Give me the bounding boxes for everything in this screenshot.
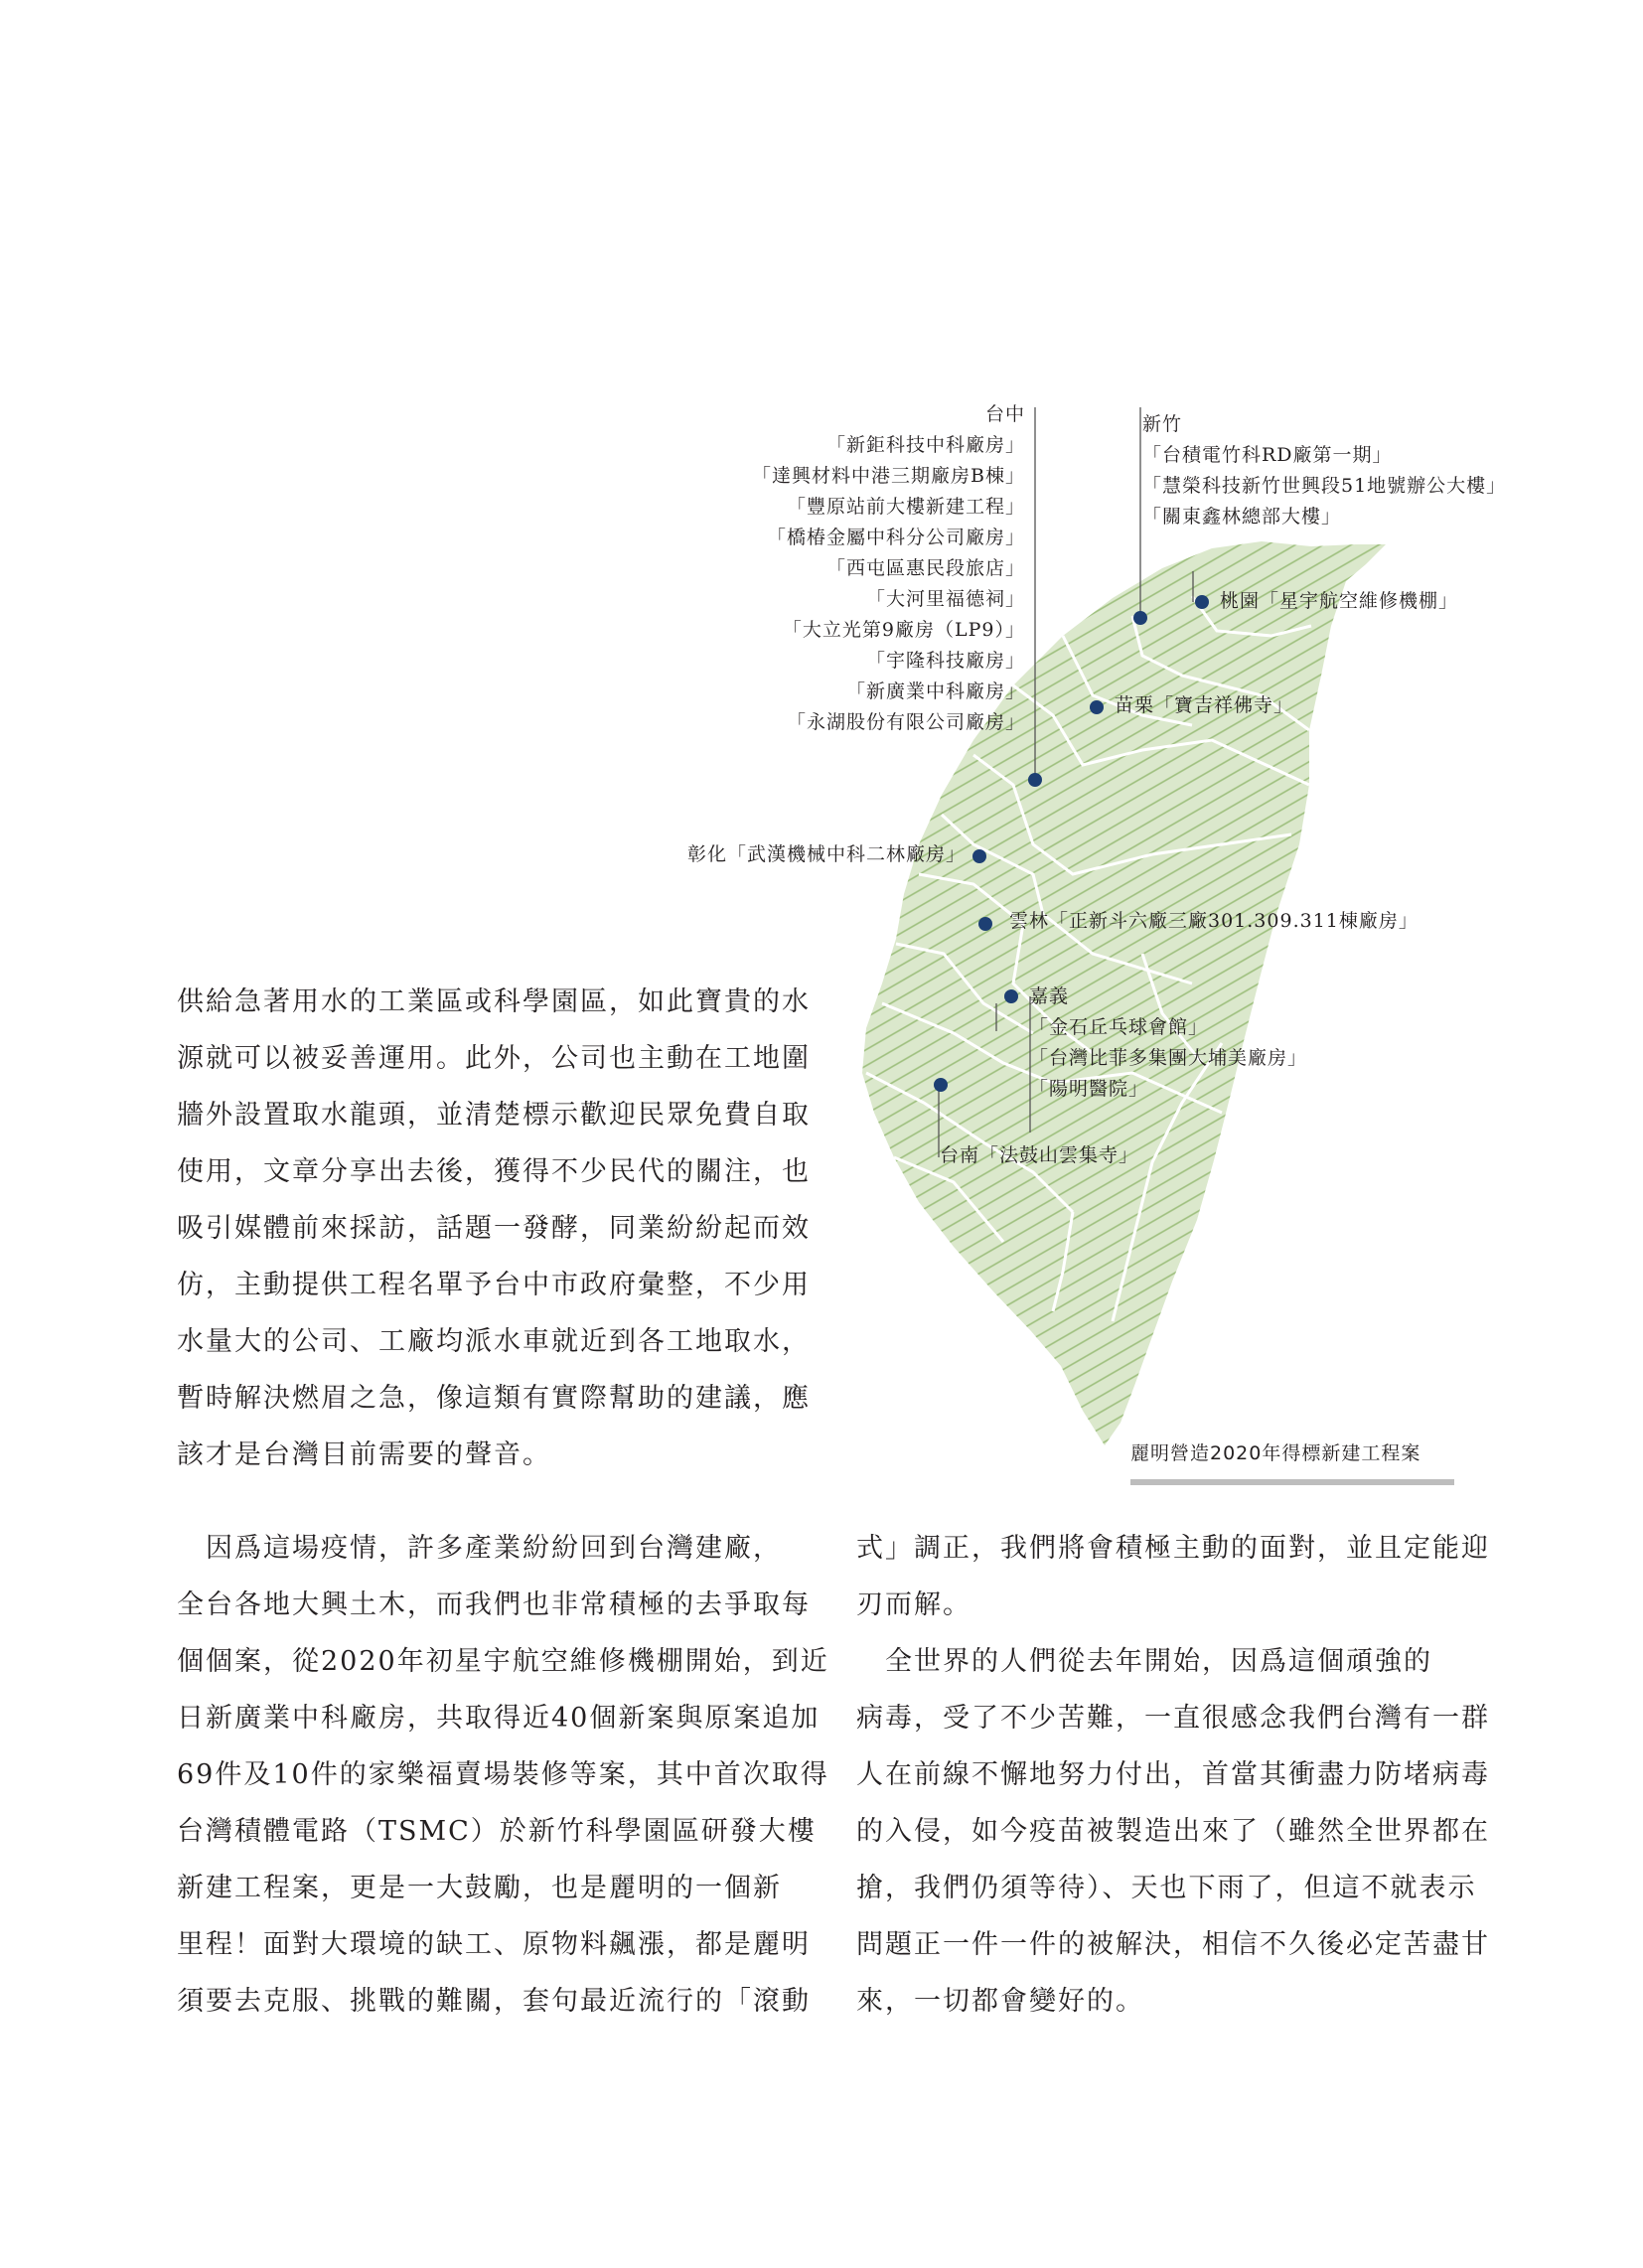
text-line: 全台各地大興土木，而我們也非常積極的去爭取每	[177, 1589, 811, 1620]
project-label: 「關東鑫林總部大樓」	[1142, 506, 1342, 528]
tainan-label: 台南「法鼓山雲集寺」	[940, 1144, 1139, 1166]
project-label: 「大立光第9廠房（LP9）」	[782, 619, 1025, 641]
chiayi-label-group	[1029, 982, 1307, 1105]
text-line: 病毒，受了不少苦難，一直很感念我們台灣有一群	[856, 1703, 1490, 1734]
paragraph-bottom-right	[856, 1520, 1490, 2030]
marker-miaoli	[1090, 700, 1104, 714]
text-line: 式」調正，我們將會積極主動的面對，並且定能迎	[856, 1533, 1490, 1564]
project-label: 「台積電竹科RD廠第一期」	[1142, 444, 1393, 466]
taoyuan-label: 桃園「星宇航空維修機棚」	[1220, 590, 1459, 612]
project-label: 「西屯區惠民段旅店」	[825, 557, 1025, 579]
text-line: 的入侵，如今疫苗被製造出來了（雖然全世界都在	[856, 1816, 1490, 1847]
marker-taoyuan	[1195, 595, 1209, 609]
text-line: 須要去克服、挑戰的難關，套句最近流行的「滾動	[177, 1986, 811, 2017]
project-label: 「金石丘乓球會館」	[1029, 1016, 1209, 1038]
project-label: 「陽明醫院」	[1029, 1078, 1149, 1100]
region-name-taichung: 台中	[984, 403, 1025, 425]
text-line: 因爲這場疫情，許多產業紛紛回到台灣建廠，	[177, 1533, 782, 1564]
text-line: 里程！面對大環境的缺工、原物料飆漲，都是麗明	[177, 1929, 811, 1960]
text-line: 搶，我們仍須等待）、天也下雨了，但這不就表示	[856, 1873, 1477, 1903]
project-label: 「大河里福德祠」	[865, 588, 1025, 610]
map-caption: 麗明營造2020年得標新建工程案	[1130, 1442, 1421, 1464]
marker-changhua	[972, 849, 986, 863]
project-label: 「橋椿金屬中科分公司廠房」	[766, 527, 1025, 548]
text-line: 吸引媒體前來採訪，話題一發酵，同業紛紛起而效	[177, 1213, 811, 1244]
text-line: 該才是台灣目前需要的聲音。	[177, 1439, 551, 1470]
paragraph-top-left	[177, 974, 811, 1483]
text-line: 來，一切都會變好的。	[856, 1986, 1144, 2017]
text-line: 台灣積體電路（TSMC）於新竹科學園區研發大樓	[177, 1816, 817, 1847]
text-line: 全世界的人們從去年開始，因爲這個頑強的	[856, 1646, 1432, 1677]
text-line: 日新廣業中科廠房，共取得近40個新案與原案追加	[177, 1703, 821, 1734]
text-line: 暫時解決燃眉之急，像這類有實際幫助的建議，應	[177, 1383, 811, 1414]
marker-hsinchu	[1133, 611, 1147, 625]
text-line: 69件及10件的家樂福賣場裝修等案，其中首次取得	[177, 1759, 829, 1790]
hsinchu-label-group	[1142, 409, 1506, 532]
miaoli-label: 苗栗「寶吉祥佛寺」	[1115, 694, 1294, 716]
text-line: 新建工程案，更是一大鼓勵，也是麗明的一個新	[177, 1873, 782, 1903]
marker-taichung	[1028, 773, 1042, 787]
text-line: 個個案，從2020年初星宇航空維修機棚開始，到近	[177, 1646, 829, 1677]
project-label: 「新鉅科技中科廠房」	[825, 434, 1025, 456]
project-label: 「宇隆科技廠房」	[865, 650, 1025, 672]
text-line: 供給急著用水的工業區或科學園區，如此寶貴的水	[177, 986, 811, 1017]
project-label: 「台灣比菲多集團大埔美廠房」	[1029, 1047, 1308, 1069]
project-label: 「慧榮科技新竹世興段51地號辦公大樓」	[1142, 475, 1507, 497]
changhua-label: 彰化「武漢機械中科二林廠房」	[686, 843, 966, 865]
text-line: 仿，主動提供工程名單予台中市政府彙整，不少用	[177, 1270, 811, 1300]
marker-yunlin	[978, 917, 992, 931]
text-line: 人在前線不懈地努力付出，首當其衝盡力防堵病毒	[856, 1759, 1490, 1790]
region-name-chiayi: 嘉義	[1029, 985, 1070, 1007]
project-label: 「豐原站前大樓新建工程」	[786, 496, 1025, 518]
text-line: 源就可以被妥善運用。此外，公司也主動在工地圍	[177, 1043, 811, 1074]
project-label: 「達興材料中港三期廠房B棟」	[752, 465, 1025, 487]
marker-tainan	[934, 1078, 948, 1092]
paragraph-bottom-left	[177, 1520, 829, 2030]
text-line: 使用，文章分享出去後，獲得不少民代的關注，也	[177, 1156, 811, 1187]
text-line: 水量大的公司、工廠均派水車就近到各工地取水，	[177, 1326, 811, 1357]
yunlin-label: 雲林「正新斗六廠三廠301.309.311棟廠房」	[1009, 910, 1419, 932]
taichung-label-group	[752, 399, 1025, 738]
project-label: 「新廣業中科廠房」	[845, 680, 1025, 702]
caption-rule	[1130, 1479, 1454, 1485]
project-label: 「永湖股份有限公司廠房」	[786, 711, 1025, 733]
text-line: 問題正一件一件的被解決，相信不久後必定苦盡甘	[856, 1929, 1490, 1960]
region-name-hsinchu: 新竹	[1142, 413, 1183, 435]
text-line: 牆外設置取水龍頭，並清楚標示歡迎民眾免費自取	[177, 1100, 811, 1131]
text-line: 刃而解。	[856, 1589, 971, 1620]
marker-chiayi	[1004, 989, 1018, 1003]
